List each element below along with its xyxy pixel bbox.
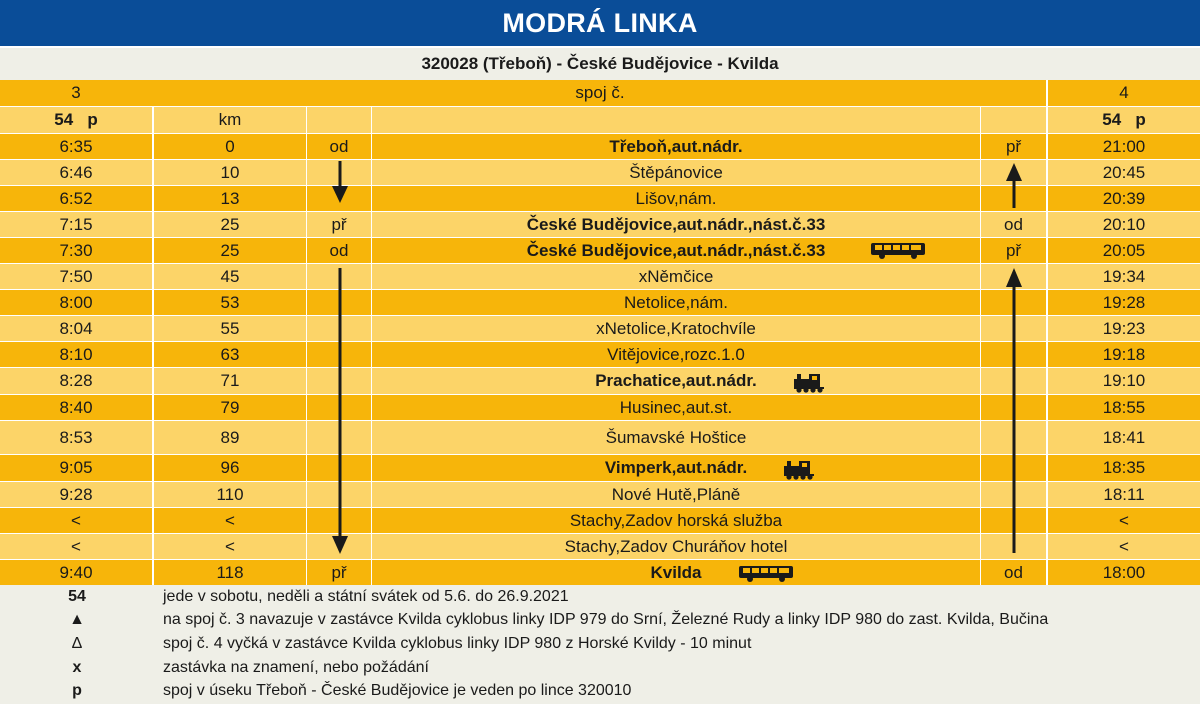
mark-left (307, 421, 372, 454)
stop-name (372, 508, 980, 533)
km-value: 25 (154, 212, 307, 237)
stop-name (372, 421, 980, 454)
mark-right: od (980, 212, 1046, 237)
blank-cell (980, 107, 1046, 133)
table-row (0, 395, 1200, 421)
table-row (0, 212, 1200, 238)
mark-left (307, 534, 372, 559)
km-value: < (154, 534, 307, 559)
triangle-filled-icon: ▲ (69, 611, 85, 629)
km-header: km (154, 107, 307, 133)
arrival-time: 20:10 (1046, 212, 1200, 237)
mark-right (980, 534, 1046, 559)
stop-name (372, 342, 980, 367)
departure-time: 9:28 (0, 482, 154, 507)
km-value: 96 (154, 455, 307, 481)
stop-label: Vitějovice,rozc.1.0 (607, 344, 745, 364)
mark-right (980, 264, 1046, 289)
table-row (0, 560, 1200, 587)
stop-name (372, 212, 980, 237)
mark-left (307, 395, 372, 420)
days-row (0, 107, 1200, 134)
note-text: spoj v úseku Třeboň - České Budějovice je veden po lince 320010 (163, 682, 632, 700)
stop-label: Šumavské Hoštice (605, 427, 747, 447)
km-value: 110 (154, 482, 307, 507)
mark-right (980, 482, 1046, 507)
arrival-time: 19:18 (1046, 342, 1200, 367)
mark-left (307, 455, 372, 481)
days-right: 54 p (1046, 107, 1200, 133)
stop-name (372, 160, 980, 185)
arrival-time: 18:41 (1046, 421, 1200, 454)
table-row (0, 368, 1200, 395)
note-symbol: p (72, 682, 82, 700)
mark-left (307, 368, 372, 394)
arrival-time: 18:55 (1046, 395, 1200, 420)
mark-left (307, 508, 372, 533)
km-value: 45 (154, 264, 307, 289)
table-row (0, 534, 1200, 560)
note-row (0, 679, 1200, 703)
stop-label: České Budějovice,aut.nádr.,nást.č.33 (526, 240, 826, 260)
departure-time: 7:50 (0, 264, 154, 289)
connection-left: 3 (71, 83, 81, 102)
note-row (0, 656, 1200, 680)
mark-right (980, 342, 1046, 367)
km-value: 55 (154, 316, 307, 341)
mark-left (307, 290, 372, 315)
stop-name (372, 290, 980, 315)
table-row (0, 134, 1200, 160)
stop-label: xNetolice,Kratochvíle (596, 318, 756, 338)
stop-name (372, 534, 980, 559)
arrival-time: 19:28 (1046, 290, 1200, 315)
note-row (0, 609, 1200, 633)
km-value: 0 (154, 134, 307, 159)
note-row (0, 632, 1200, 656)
stop-label: Třeboň,aut.nádr. (609, 136, 743, 156)
triangle-outline-icon: Δ (71, 634, 83, 652)
stop-name (372, 368, 980, 394)
stop-label: Štěpánovice (629, 162, 723, 182)
arrival-time: 19:10 (1046, 368, 1200, 394)
mark-right (980, 368, 1046, 394)
mark-right (980, 421, 1046, 454)
note-symbol: x (72, 658, 82, 676)
arrival-time: 18:11 (1046, 482, 1200, 507)
departure-time: 8:28 (0, 368, 154, 394)
table-row (0, 290, 1200, 316)
km-value: 53 (154, 290, 307, 315)
note-text: jede v sobotu, neděli a státní svátek od 5.6. do 26.9.2021 (163, 587, 569, 605)
departure-time: 7:30 (0, 238, 154, 263)
table-row (0, 482, 1200, 508)
departure-time: 9:05 (0, 455, 154, 481)
km-value: < (154, 508, 307, 533)
note-text: zastávka na znamení, nebo požádání (163, 658, 429, 676)
connection-right: 4 (1046, 80, 1200, 106)
mark-left (307, 316, 372, 341)
km-value: 118 (154, 560, 307, 586)
connection-label: spoj č. (575, 83, 625, 102)
mark-left: od (307, 134, 372, 159)
title-banner (0, 0, 1200, 48)
table-row (0, 316, 1200, 342)
blank-cell (307, 107, 372, 133)
arrival-time: 20:45 (1046, 160, 1200, 185)
stop-label: Nové Hutě,Pláně (611, 484, 741, 504)
table-row (0, 264, 1200, 290)
stop-label: Vimperk,aut.nádr. (604, 458, 748, 477)
bus-icon (870, 242, 926, 265)
km-value: 25 (154, 238, 307, 263)
arrival-time: < (1046, 534, 1200, 559)
table-row (0, 455, 1200, 482)
mark-right (980, 455, 1046, 481)
departure-time: 8:40 (0, 395, 154, 420)
departure-time: 8:10 (0, 342, 154, 367)
departure-time: < (0, 534, 154, 559)
departure-time: 9:40 (0, 560, 154, 586)
mark-left: př (307, 212, 372, 237)
stop-name (372, 316, 980, 341)
stop-name (372, 134, 980, 159)
note-text: na spoj č. 3 navazuje v zastávce Kvilda cyklobus linky IDP 979 do Srní, Železné Rudy a linky IDP 980 do zast. Kvilda, Bučina (163, 611, 1049, 629)
mark-right (980, 160, 1046, 185)
table-row (0, 342, 1200, 368)
departure-time: 8:04 (0, 316, 154, 341)
mark-left (307, 186, 372, 211)
stop-label: Lišov,nám. (635, 188, 717, 208)
table-row (0, 238, 1200, 264)
table-row (0, 508, 1200, 534)
km-value: 63 (154, 342, 307, 367)
arrival-time: 21:00 (1046, 134, 1200, 159)
arrival-time: 19:23 (1046, 316, 1200, 341)
table-row (0, 186, 1200, 212)
arrival-time: 20:39 (1046, 186, 1200, 211)
mark-right (980, 290, 1046, 315)
stop-label: Stachy,Zadov Churáňov hotel (564, 536, 788, 556)
departure-time: 7:15 (0, 212, 154, 237)
blank-cell (372, 107, 980, 133)
stop-name (372, 482, 980, 507)
km-value: 89 (154, 421, 307, 454)
train-icon (792, 371, 826, 398)
stop-label: xNěmčice (638, 266, 714, 286)
route-label: 320028 (Třeboň) - České Budějovice - Kvilda (421, 54, 779, 73)
notes-section (0, 585, 1200, 704)
departure-time: 8:00 (0, 290, 154, 315)
arrival-time: 18:35 (1046, 455, 1200, 481)
train-icon (782, 458, 816, 485)
mark-left (307, 342, 372, 367)
arrival-time: 20:05 (1046, 238, 1200, 263)
arrival-time: 18:00 (1046, 560, 1200, 586)
mark-right (980, 316, 1046, 341)
mark-left (307, 482, 372, 507)
km-value: 10 (154, 160, 307, 185)
page-title: MODRÁ LINKA (502, 7, 698, 38)
note-text: spoj č. 4 vyčká v zastávce Kvilda cyklobus linky IDP 980 z Horské Kvildy - 10 minut (163, 634, 752, 652)
mark-right: př (980, 238, 1046, 263)
table-row (0, 421, 1200, 455)
mark-left (307, 264, 372, 289)
departure-time: < (0, 508, 154, 533)
days-left: 54 p (0, 107, 154, 133)
stop-name (372, 186, 980, 211)
departure-time: 8:53 (0, 421, 154, 454)
mark-right: od (980, 560, 1046, 586)
mark-left: př (307, 560, 372, 586)
mark-right: př (980, 134, 1046, 159)
km-value: 79 (154, 395, 307, 420)
note-row (0, 585, 1200, 609)
departure-time: 6:46 (0, 160, 154, 185)
stop-label: Prachatice,aut.nádr. (595, 371, 757, 390)
stop-name (372, 264, 980, 289)
table-row (0, 160, 1200, 186)
stop-label: Netolice,nám. (624, 292, 728, 312)
stop-label: Husinec,aut.st. (619, 397, 733, 417)
km-value: 13 (154, 186, 307, 211)
note-symbol: 54 (68, 587, 86, 605)
arrival-time: < (1046, 508, 1200, 533)
mark-left: od (307, 238, 372, 263)
departure-time: 6:35 (0, 134, 154, 159)
mark-right (980, 395, 1046, 420)
arrival-time: 19:34 (1046, 264, 1200, 289)
mark-right (980, 186, 1046, 211)
km-value: 71 (154, 368, 307, 394)
departure-time: 6:52 (0, 186, 154, 211)
stop-label: Stachy,Zadov horská služba (569, 510, 783, 530)
stop-label: Kvilda (650, 563, 702, 582)
stop-name (372, 395, 980, 420)
connection-number-row (0, 80, 1200, 107)
stop-label: České Budějovice,aut.nádr.,nást.č.33 (526, 214, 826, 234)
stop-name (372, 560, 980, 586)
mark-right (980, 508, 1046, 533)
mark-left (307, 160, 372, 185)
route-header (0, 48, 1200, 80)
stop-name (372, 455, 980, 481)
